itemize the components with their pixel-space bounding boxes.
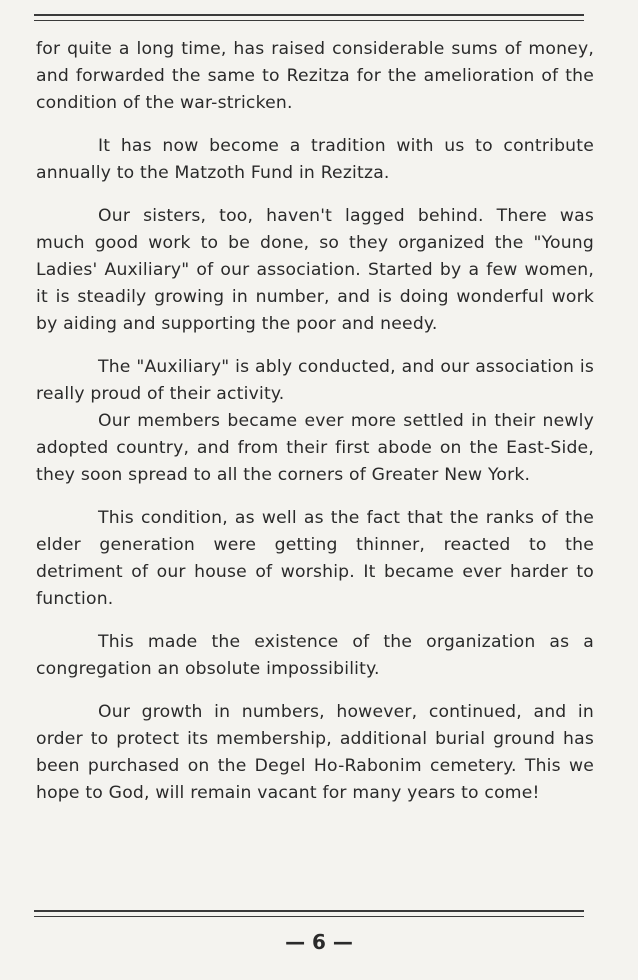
top-rule <box>34 14 584 16</box>
page-body <box>36 36 594 807</box>
top-rule-thin <box>34 20 584 21</box>
paragraph-7: This made the existence of the organization as a congregation an obsolute impossibility. <box>36 632 594 679</box>
paragraph-8: Our growth in numbers, however, continued, and in order to protect its membership, additional burial ground has been purchased on the Degel Ho-Rabonim cemetery. This we hope to God, will remain vacant for many years to come! <box>36 702 594 803</box>
bottom-rule-thin <box>34 916 584 917</box>
bottom-rule <box>34 910 584 912</box>
paragraph-4: The "Auxiliary" is ably conducted, and our association is really proud of their activity. <box>36 357 594 404</box>
paragraph-6: This condition, as well as the fact that the ranks of the elder generation were getting thinner, reacted to the detriment of our house of worship. It became ever harder to function. <box>36 508 594 609</box>
page-number: — 6 — <box>285 930 353 954</box>
paragraph-1: for quite a long time, has raised considerable sums of money, and forwarded the same to Rezitza for the amelioration of the condition of the war-stricken. <box>36 39 594 113</box>
paragraph-2: It has now become a tradition with us to contribute annually to the Matzoth Fund in Rezitza. <box>36 136 594 183</box>
paragraph-3: Our sisters, too, haven't lagged behind. There was much good work to be done, so they organized the "Young Ladies' Auxiliary" of our association. Started by a few women, it is steadily growing in number, and is doing wonderful work by aiding and supporting the poor and needy. <box>36 206 594 334</box>
paragraph-5: Our members became ever more settled in their newly adopted country, and from their first abode on the East-Side, they soon spread to all the corners of Greater New York. <box>36 411 594 485</box>
